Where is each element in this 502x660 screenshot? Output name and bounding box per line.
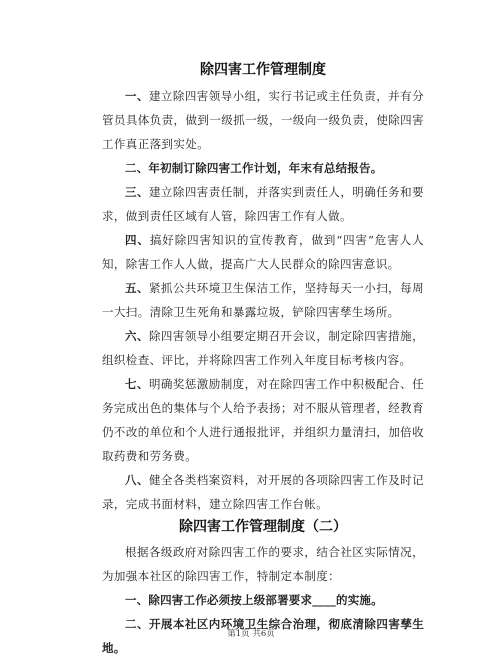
paragraph-6-lead: 六、 <box>125 329 149 343</box>
paragraph-5 <box>102 276 424 324</box>
paragraph-3 <box>102 180 424 228</box>
document-body <box>102 60 424 660</box>
paragraph-1-lead: 一、 <box>125 89 149 103</box>
paragraph-5-lead: 五、 <box>125 281 149 295</box>
paragraph-3-lead: 三、 <box>125 185 149 199</box>
paragraph-2-lead: 二、年初制订除四害工作计划，年末有总结报告。 <box>125 161 383 175</box>
section-2-title: 除四害工作管理制度（二） <box>179 519 347 535</box>
paragraph-4-text: 搞好除四害知识的宣传教育，做到“四害”危害人人知，除害工作人人做，提高广大人民群众的除四害意识。 <box>102 233 424 271</box>
paragraph-8-lead: 八、 <box>125 473 149 487</box>
document-title: 除四害工作管理制度 <box>200 62 326 78</box>
page-footer: 第1页 共6页 <box>227 629 275 639</box>
paragraph-5-text: 紧抓公共环境卫生保洁工作，坚持每天一小扫，每周一大扫。清除卫生死角和暴露垃圾，铲除四害孳生场所。 <box>102 281 424 319</box>
paragraph-2 <box>102 156 424 180</box>
paragraph-7-lead: 七、 <box>125 377 149 391</box>
paragraph-7 <box>102 372 424 468</box>
paragraph-1 <box>102 84 424 156</box>
paragraph-8-text: 健全各类档案资料，对开展的各项除四害工作及时记录，完成书面材料，建立除四害工作台帐。 <box>102 473 424 511</box>
paragraph-3-text: 建立除四害责任制，并落实到责任人，明确任务和要求，做到责任区域有人管，除四害工作有人做。 <box>102 185 424 223</box>
paragraph-7-text: 明确奖惩激励制度，对在除四害工作中积极配合、任务完成出色的集体与个人给予表扬；对不服从管理者，经教育仍不改的单位和个人进行通报批评，并组织力量清扫，加倍收取药费和劳务费。 <box>102 377 424 463</box>
section-2-intro: 根据各级政府对除四害工作的要求，结合社区实际情况，为加强本社区的除四害工作，特制定本制度： <box>102 545 424 583</box>
section-2-item-1: 一、除四害工作必须按上级部署要求____的实施。 <box>125 593 383 607</box>
section-2-item-2: 二、开展本社区内环境卫生综合治理，彻底清除四害孳生地。 <box>102 617 424 655</box>
paragraph-6 <box>102 324 424 372</box>
paragraph-1-text: 建立除四害领导小组，实行书记或主任负责，并有分管员具体负责，做到一级抓一级，一级向一级负责，使除四害工作真正落到实处。 <box>102 89 424 151</box>
paragraph-4 <box>102 228 424 276</box>
paragraph-6-text: 除四害领导小组要定期召开会议，制定除四害措施，组织检查、评比，并将除四害工作列入年度目标考核内容。 <box>102 329 424 367</box>
paragraph-8 <box>102 468 424 516</box>
paragraph-4-lead: 四、 <box>125 233 150 247</box>
